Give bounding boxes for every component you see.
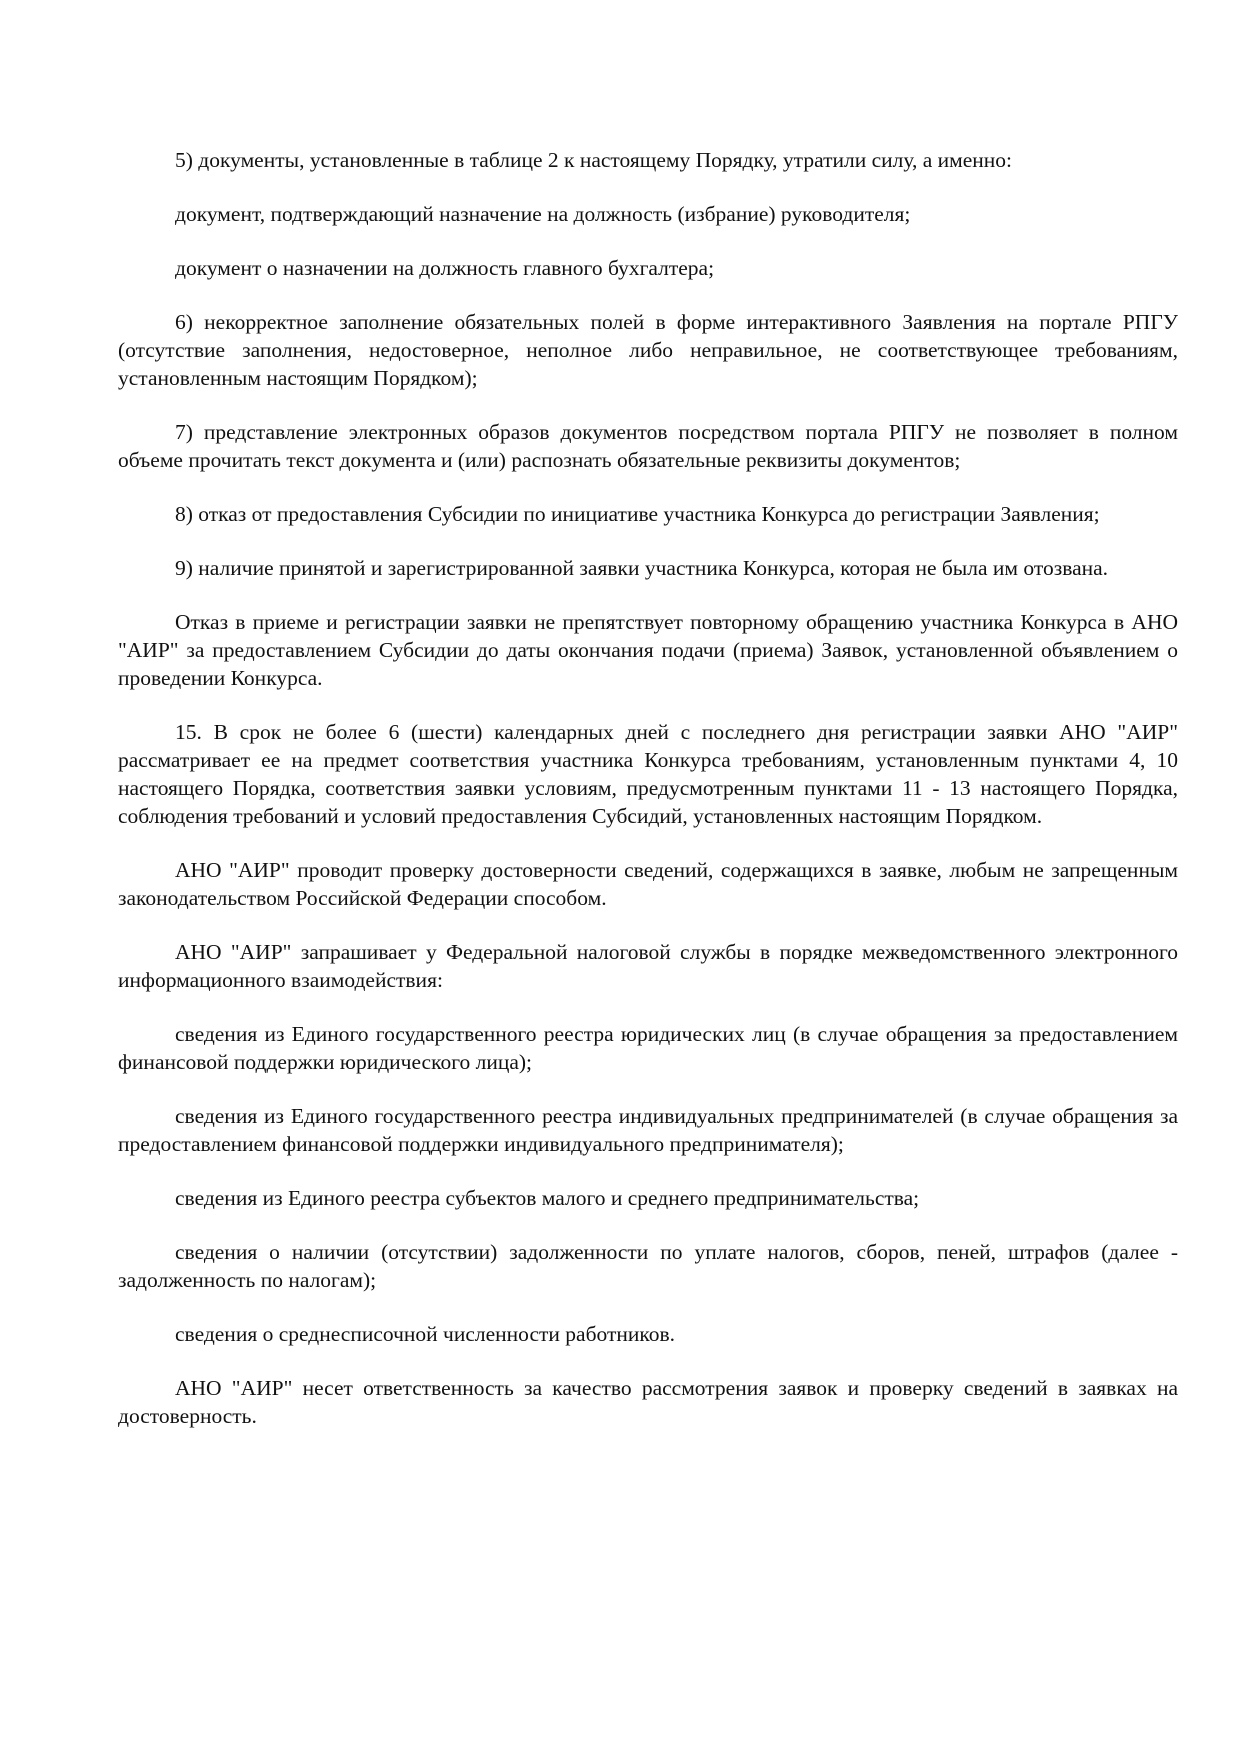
paragraph-item-8: 8) отказ от предоставления Субсидии по инициативе участника Конкурса до регистрации Заявления; (175, 502, 1100, 526)
paragraph-item-6: 6) некорректное заполнение обязательных полей в форме интерактивного Заявления на портале РПГУ (отсутствие заполнения, недостоверное, неполное либо неправильное, не соответствующее требованиям, установленным настоящим Порядком); (118, 310, 1178, 390)
paragraph-head-appointment: документ, подтверждающий назначение на должность (избрание) руководителя; (175, 202, 911, 226)
paragraph-egrip: сведения из Единого государственного реестра индивидуальных предпринимателей (в случае обращения за предоставлением финансовой поддержки индивидуального предпринимателя); (118, 1104, 1178, 1156)
document-page (118, 146, 1178, 1456)
paragraph-verification: АНО "АИР" проводит проверку достоверности сведений, содержащихся в заявке, любым не запрещенным законодательством Российской Федерации способом. (118, 858, 1178, 910)
paragraph-accountant-appointment: документ о назначении на должность главного бухгалтера; (175, 256, 715, 280)
paragraph-tax-debt: сведения о наличии (отсутствии) задолженности по уплате налогов, сборов, пеней, штрафов (далее - задолженность по налогам); (118, 1240, 1178, 1292)
paragraph-headcount: сведения о среднесписочной численности работников. (175, 1322, 676, 1346)
paragraph-item-7: 7) представление электронных образов документов посредством портала РПГУ не позволяет в полном объеме прочитать текст документа и (или) распознать обязательные реквизиты документов; (118, 420, 1178, 472)
paragraph-item-9: 9) наличие принятой и зарегистрированной заявки участника Конкурса, которая не была им отозвана. (175, 556, 1109, 580)
paragraph-clause-15: 15. В срок не более 6 (шести) календарных дней с последнего дня регистрации заявки АНО "АИР" рассматривает ее на предмет соответствия участника Конкурса требованиям, установленным пунктами 4, 10 настоящего Порядка, соответствия заявки условиям, предусмотренным пунктами 11 - 13 настоящего Порядка, соблюдения требований и условий предоставления Субсидий, установленных настоящим Порядком. (118, 720, 1178, 828)
paragraph-refusal-note: Отказ в приеме и регистрации заявки не препятствует повторному обращению участника Конкурса в АНО "АИР" за предоставлением Субсидии до даты окончания подачи (приема) Заявок, установленной объявлением о проведении Конкурса. (118, 610, 1178, 690)
paragraph-msp-registry: сведения из Единого реестра субъектов малого и среднего предпринимательства; (175, 1186, 920, 1210)
paragraph-egrul: сведения из Единого государственного реестра юридических лиц (в случае обращения за предоставлением финансовой поддержки юридического лица); (118, 1022, 1178, 1074)
paragraph-item-5: 5) документы, установленные в таблице 2 к настоящему Порядку, утратили силу, а именно: (175, 148, 1013, 172)
paragraph-fns-request: АНО "АИР" запрашивает у Федеральной налоговой службы в порядке межведомственного электронного информационного взаимодействия: (118, 940, 1178, 992)
paragraph-responsibility: АНО "АИР" несет ответственность за качество рассмотрения заявок и проверку сведений в заявках на достоверность. (118, 1376, 1178, 1428)
